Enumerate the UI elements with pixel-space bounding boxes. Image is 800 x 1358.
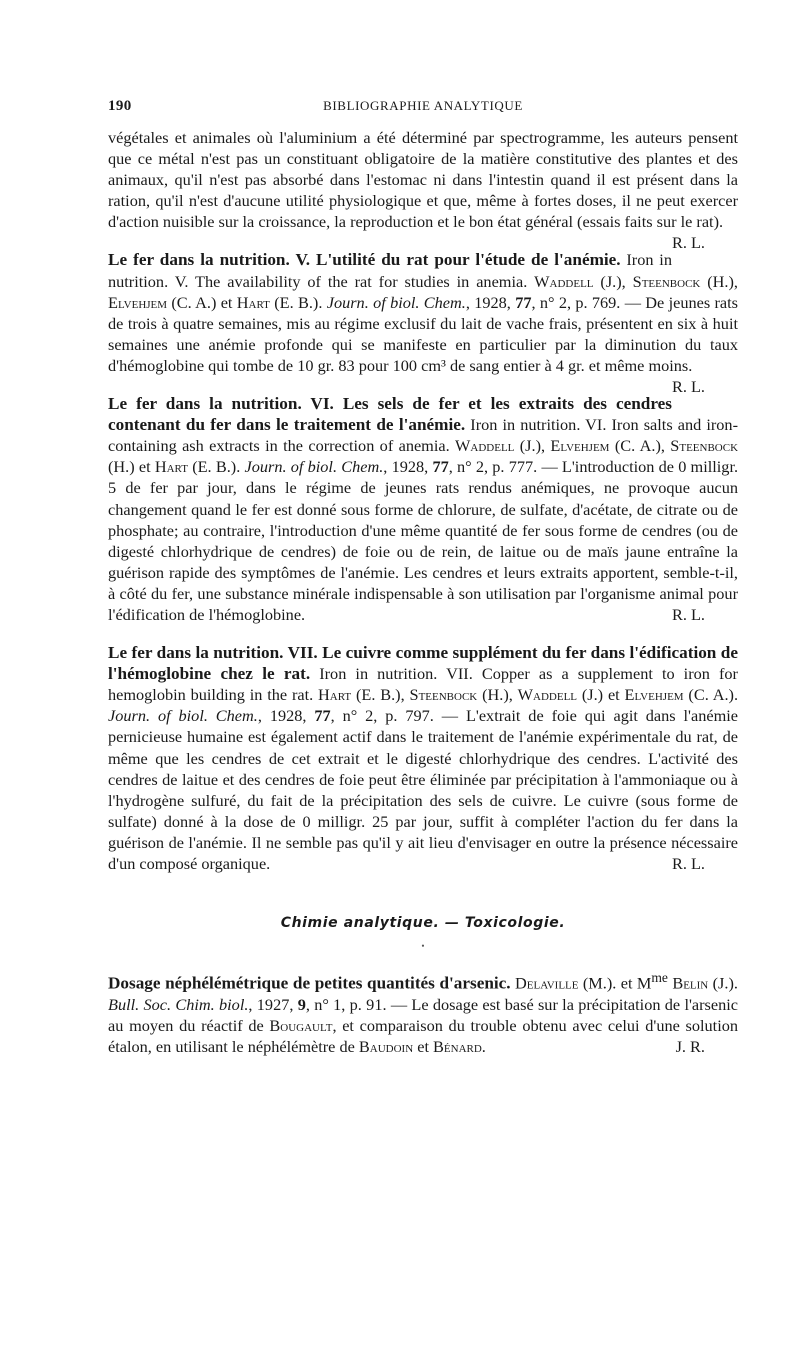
author-name: Belin	[672, 973, 709, 993]
author-name: Steenbock	[409, 685, 478, 705]
journal-pages: , n° 2, p. 769.	[531, 292, 621, 312]
section-heading: Chimie analytique. — Toxicologie.	[280, 915, 566, 932]
entry-title: Le fer dans la nutrition. VII. Le cuivre comme supplément du fer dans l'édification de l'hémoglobine chez le rat.	[108, 643, 738, 684]
journal-name: Journ. of biol. Chem.	[326, 292, 466, 312]
running-title: BIBLIOGRAPHIE ANALYTIQUE	[323, 98, 523, 113]
english-title: Iron in nutrition. VII. Copper as a supplement to iron for hemoglobin building in the rat.	[108, 664, 738, 705]
page-number: 190	[108, 98, 132, 114]
journal-pages: , n° 2, p. 797.	[330, 706, 434, 726]
author-initials: (C. A.),	[614, 436, 671, 456]
superscript: me	[651, 970, 668, 986]
author-name: Bougault	[269, 1015, 333, 1035]
author-name: Hart	[236, 292, 270, 312]
journal-year: , 1928,	[383, 457, 433, 477]
intro-text: végétales et animales où l'aluminium a été déterminé par spectrogramme, les auteurs pensent que ce métal n'est pas un constituant obligatoire de la matière constitutive des plantes et des animaux, qu'il n'est pas absorbé dans l'estomac ni dans l'intestin quand il est présent dans la ration, qu'il n'est d'aucune utilité physiologique et que, même à fortes doses, il ne peut exercer d'action nuisible sur la croissance, la reproduction et le bon état général (essais faits sur le rat).	[108, 128, 738, 232]
author-initials: (E. B.).	[274, 292, 327, 312]
author-initials: (C. A.) et	[171, 292, 237, 312]
journal-year: , 1927,	[248, 994, 298, 1014]
author-name: Delaville	[515, 973, 579, 993]
author-name: Waddell	[534, 271, 594, 291]
entry-title: Le fer dans la nutrition. VI. Les sels de fer et les extraits des cendres contenant du fer dans le traitement de l'anémie.	[108, 394, 672, 435]
english-title: Iron in nutrition. V. The availability of the rat for studies in anemia.	[108, 250, 672, 291]
author-initials: (J.),	[519, 436, 551, 456]
author-initials: (J.).	[712, 973, 738, 993]
abstract-initials: R. L.	[671, 854, 705, 873]
author-initials: (C. A.).	[688, 685, 739, 705]
journal-volume: 77	[314, 706, 331, 726]
author-name: Hart	[318, 685, 352, 705]
author-name: Elvehjem	[108, 292, 168, 312]
entry-arsenic-dosage	[108, 967, 738, 1057]
journal-name: Journ. of biol. Chem.	[244, 457, 384, 477]
author-name: Waddell	[455, 436, 515, 456]
author-initials: (H.) et	[108, 457, 155, 477]
author-name: Waddell	[517, 685, 578, 705]
abstract-body: et	[413, 1036, 434, 1056]
entry-iron-nutrition-vi	[108, 393, 738, 625]
author-initials: (H.),	[707, 271, 738, 291]
entry-title: Dosage néphélémétrique de petites quantités d'arsenic.	[108, 973, 511, 993]
journal-volume: 77	[515, 292, 532, 312]
abstract-body: — L'extrait de foie qui agit dans l'anémie pernicieuse humaine est également actif dans le traitement de l'anémie expérimentale du rat, de même que les cendres de cet extrait et le digesté chlorhydrique des cendres. L'activité des cendres de laitue et des cendres de foie peut être éliminée par précipitation à l'ammoniaque ou à l'hydrogène sulfuré, du fait de la précipitation des sels de cuivre. Le cuivre (sous forme de sulfate) donné à la dose de 0 milligr. 25 par jour, suffit à compléter l'action du fer dans la guérison de l'anémie. Il ne semble pas qu'il y ait lieu d'envisager en outre la présence nécessaire d'un composé organique.	[108, 706, 738, 873]
dot-mark: •	[421, 941, 425, 952]
author-name: Elvehjem	[550, 436, 610, 456]
english-title: Iron in nutrition. VI. Iron salts and iron-containing ash extracts in the correction of anemia.	[108, 415, 738, 456]
journal-year: , 1928,	[257, 706, 315, 726]
author-initials: (J.),	[600, 271, 633, 291]
author-name: Bénard	[433, 1036, 482, 1056]
abstract-initials: R. L.	[671, 604, 705, 624]
page	[108, 98, 738, 1057]
intro-initials: R. L.	[671, 233, 705, 253]
author-name: Hart	[154, 457, 188, 477]
author-initials: (E. B.).	[192, 457, 245, 477]
journal-pages: , n° 1, p. 91.	[305, 994, 387, 1014]
author-initials: (M.). et M	[582, 973, 652, 993]
entry-iron-nutrition-vii	[108, 642, 738, 874]
abstract-body: — Le dosage est basé sur la précipitation de l'arsenic au moyen du réactif de	[108, 994, 738, 1035]
author-initials: (J.) et	[581, 685, 625, 705]
journal-name: Journ. of biol. Chem.	[108, 706, 258, 726]
abstract-body: — L'introduction de 0 milligr. 5 de fer par jour, dans le régime de jeunes rats rendus anémiques, ne provoque aucun changement quand le fer est donné sous forme de chlorure, de sulfate, d'acétate, de citrate ou de phosphate; au contraire, l'introduction d'une même quantité de fer sous forme de cendres (ou de digesté chlorhydrique de cendres) de foie ou de rein, de laitue ou de maïs jaune entraîne la guérison rapide des symptômes de l'anémie. Les cendres et leurs extraits apportent, semble-t-il, à côté du fer, une substance minérale indispensable à son utilisation par l'organisme animal pour l'édification de l'hémoglobine.	[108, 457, 739, 624]
running-head	[108, 98, 738, 118]
abstract-initials: J. R.	[675, 1036, 705, 1056]
abstract-body: , et comparaison du trouble obtenu avec celui d'une solution étalon, en utilisant le néphélémètre de	[108, 1015, 738, 1056]
abstract-body: .	[481, 1036, 486, 1056]
abstract-body: — De jeunes rats de trois à quatre semaines, mis au régime exclusif du lait de vache frais, présentent en six à huit semaines une anémie profonde qui se manifeste en particulier par la diminution du taux d'hémoglobine qui tombe de 10 gr. 83 pour 100 cm³ de sang entier à 4 gr. et même moins.	[108, 292, 739, 375]
entry-iron-nutrition-v	[108, 249, 739, 397]
journal-volume: 9	[297, 994, 306, 1014]
journal-name: Bull. Soc. Chim. biol.	[108, 994, 249, 1014]
author-name: Steenbock	[670, 436, 739, 456]
author-name: Elvehjem	[624, 685, 684, 705]
author-initials: (H.),	[482, 685, 518, 705]
journal-pages: , n° 2, p. 777.	[448, 457, 538, 477]
intro-paragraph	[108, 127, 738, 253]
journal-year: , 1928,	[465, 292, 516, 312]
abstract-initials: R. L.	[671, 377, 705, 397]
entry-title: Le fer dans la nutrition. V. L'utilité du rat pour l'étude de l'anémie.	[108, 250, 621, 270]
author-name: Baudoin	[358, 1036, 414, 1056]
author-initials: (E. B.),	[355, 685, 410, 705]
author-name: Steenbock	[632, 271, 701, 291]
journal-volume: 77	[432, 457, 449, 477]
